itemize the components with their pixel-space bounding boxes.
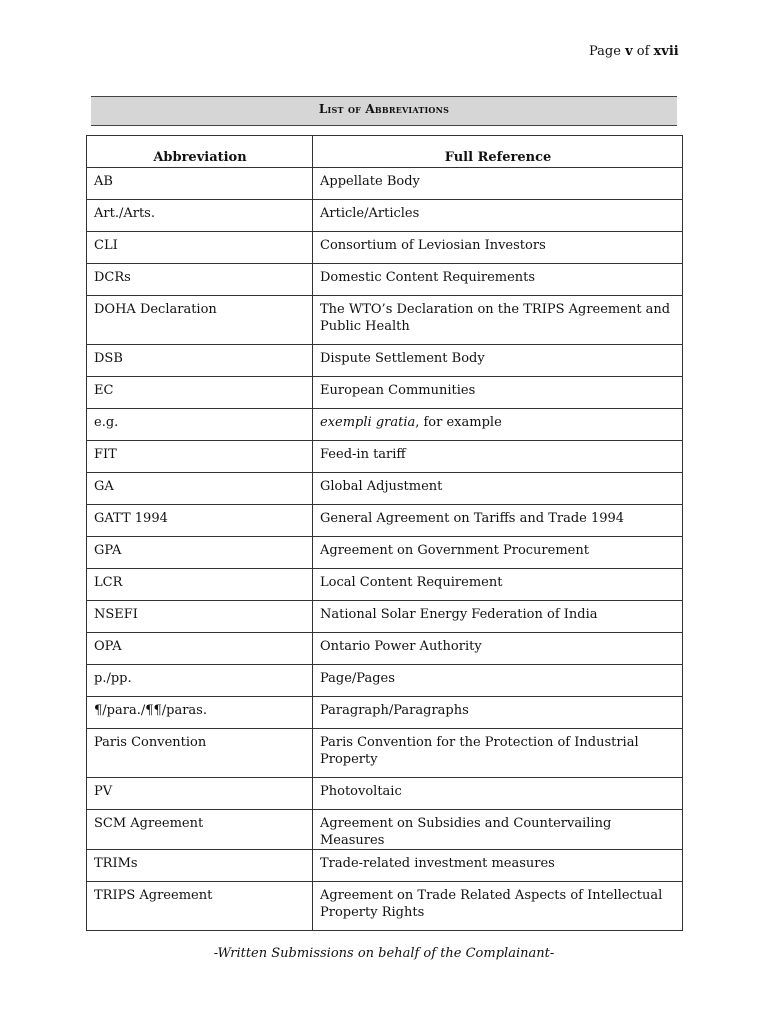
table-row bbox=[87, 569, 683, 601]
table-header-row bbox=[87, 136, 683, 168]
table-row bbox=[87, 441, 683, 473]
abbreviation-cell: ¶/para./¶¶/paras. bbox=[87, 697, 313, 729]
abbreviation-cell: PV bbox=[87, 778, 313, 810]
table-row bbox=[87, 473, 683, 505]
abbreviation-cell: Art./Arts. bbox=[87, 200, 313, 232]
page-number bbox=[589, 44, 679, 59]
table-row bbox=[87, 168, 683, 200]
abbreviation-cell: GPA bbox=[87, 537, 313, 569]
abbreviation-cell: DSB bbox=[87, 345, 313, 377]
reference-cell: Consortium of Leviosian Investors bbox=[313, 232, 683, 264]
abbreviation-cell: LCR bbox=[87, 569, 313, 601]
table-row bbox=[87, 377, 683, 409]
reference-cell bbox=[313, 409, 683, 441]
table-row bbox=[87, 778, 683, 810]
reference-cell: Agreement on Trade Related Aspects of Intellectual Property Rights bbox=[313, 882, 683, 931]
page-total: xvii bbox=[653, 44, 679, 59]
column-header-full-reference: Full Reference bbox=[313, 136, 683, 168]
table-row bbox=[87, 200, 683, 232]
table-row bbox=[87, 296, 683, 345]
document-footer: -Written Submissions on behalf of the Complainant- bbox=[213, 946, 555, 961]
reference-rest: , for example bbox=[415, 415, 502, 430]
section-title: List of Abbreviations bbox=[91, 96, 677, 126]
table-row bbox=[87, 345, 683, 377]
reference-cell: Paragraph/Paragraphs bbox=[313, 697, 683, 729]
reference-cell: Trade-related investment measures bbox=[313, 850, 683, 882]
reference-cell: Ontario Power Authority bbox=[313, 633, 683, 665]
page-prefix: Page bbox=[589, 44, 626, 59]
table-row bbox=[87, 409, 683, 441]
reference-italic: exempli gratia bbox=[320, 415, 416, 430]
table-row bbox=[87, 810, 683, 850]
table-row bbox=[87, 665, 683, 697]
page-of: of bbox=[632, 44, 654, 59]
abbreviation-cell: CLI bbox=[87, 232, 313, 264]
reference-cell: Article/Articles bbox=[313, 200, 683, 232]
column-header-abbreviation: Abbreviation bbox=[87, 136, 313, 168]
reference-cell: Domestic Content Requirements bbox=[313, 264, 683, 296]
reference-cell: Dispute Settlement Body bbox=[313, 345, 683, 377]
table-row bbox=[87, 232, 683, 264]
reference-cell: National Solar Energy Federation of India bbox=[313, 601, 683, 633]
reference-cell: European Communities bbox=[313, 377, 683, 409]
abbreviation-cell: TRIMs bbox=[87, 850, 313, 882]
table-row bbox=[87, 537, 683, 569]
abbreviation-cell: AB bbox=[87, 168, 313, 200]
abbreviation-cell: NSEFI bbox=[87, 601, 313, 633]
reference-cell: General Agreement on Tariffs and Trade 1994 bbox=[313, 505, 683, 537]
reference-cell: Paris Convention for the Protection of Industrial Property bbox=[313, 729, 683, 778]
table-row bbox=[87, 601, 683, 633]
table-row bbox=[87, 882, 683, 931]
table-row bbox=[87, 729, 683, 778]
reference-cell: Agreement on Subsidies and Countervailing Measures bbox=[313, 810, 683, 850]
abbreviation-cell: EC bbox=[87, 377, 313, 409]
abbreviations-table bbox=[86, 135, 683, 931]
table-row bbox=[87, 633, 683, 665]
table-row bbox=[87, 697, 683, 729]
abbreviation-cell: TRIPS Agreement bbox=[87, 882, 313, 931]
reference-cell: The WTO’s Declaration on the TRIPS Agreement and Public Health bbox=[313, 296, 683, 345]
abbreviation-cell: DOHA Declaration bbox=[87, 296, 313, 345]
table-row bbox=[87, 264, 683, 296]
abbreviation-cell: e.g. bbox=[87, 409, 313, 441]
abbreviation-cell: GA bbox=[87, 473, 313, 505]
abbreviation-cell: DCRs bbox=[87, 264, 313, 296]
reference-cell: Global Adjustment bbox=[313, 473, 683, 505]
abbreviation-cell: OPA bbox=[87, 633, 313, 665]
table-row bbox=[87, 850, 683, 882]
abbreviation-cell: Paris Convention bbox=[87, 729, 313, 778]
abbreviation-cell: GATT 1994 bbox=[87, 505, 313, 537]
reference-cell: Feed-in tariff bbox=[313, 441, 683, 473]
reference-cell: Appellate Body bbox=[313, 168, 683, 200]
reference-cell: Agreement on Government Procurement bbox=[313, 537, 683, 569]
abbreviation-cell: FIT bbox=[87, 441, 313, 473]
abbreviation-cell: SCM Agreement bbox=[87, 810, 313, 850]
reference-cell: Photovoltaic bbox=[313, 778, 683, 810]
reference-cell: Local Content Requirement bbox=[313, 569, 683, 601]
page-current: v bbox=[625, 44, 633, 59]
abbreviation-cell: p./pp. bbox=[87, 665, 313, 697]
reference-cell: Page/Pages bbox=[313, 665, 683, 697]
table-row bbox=[87, 505, 683, 537]
